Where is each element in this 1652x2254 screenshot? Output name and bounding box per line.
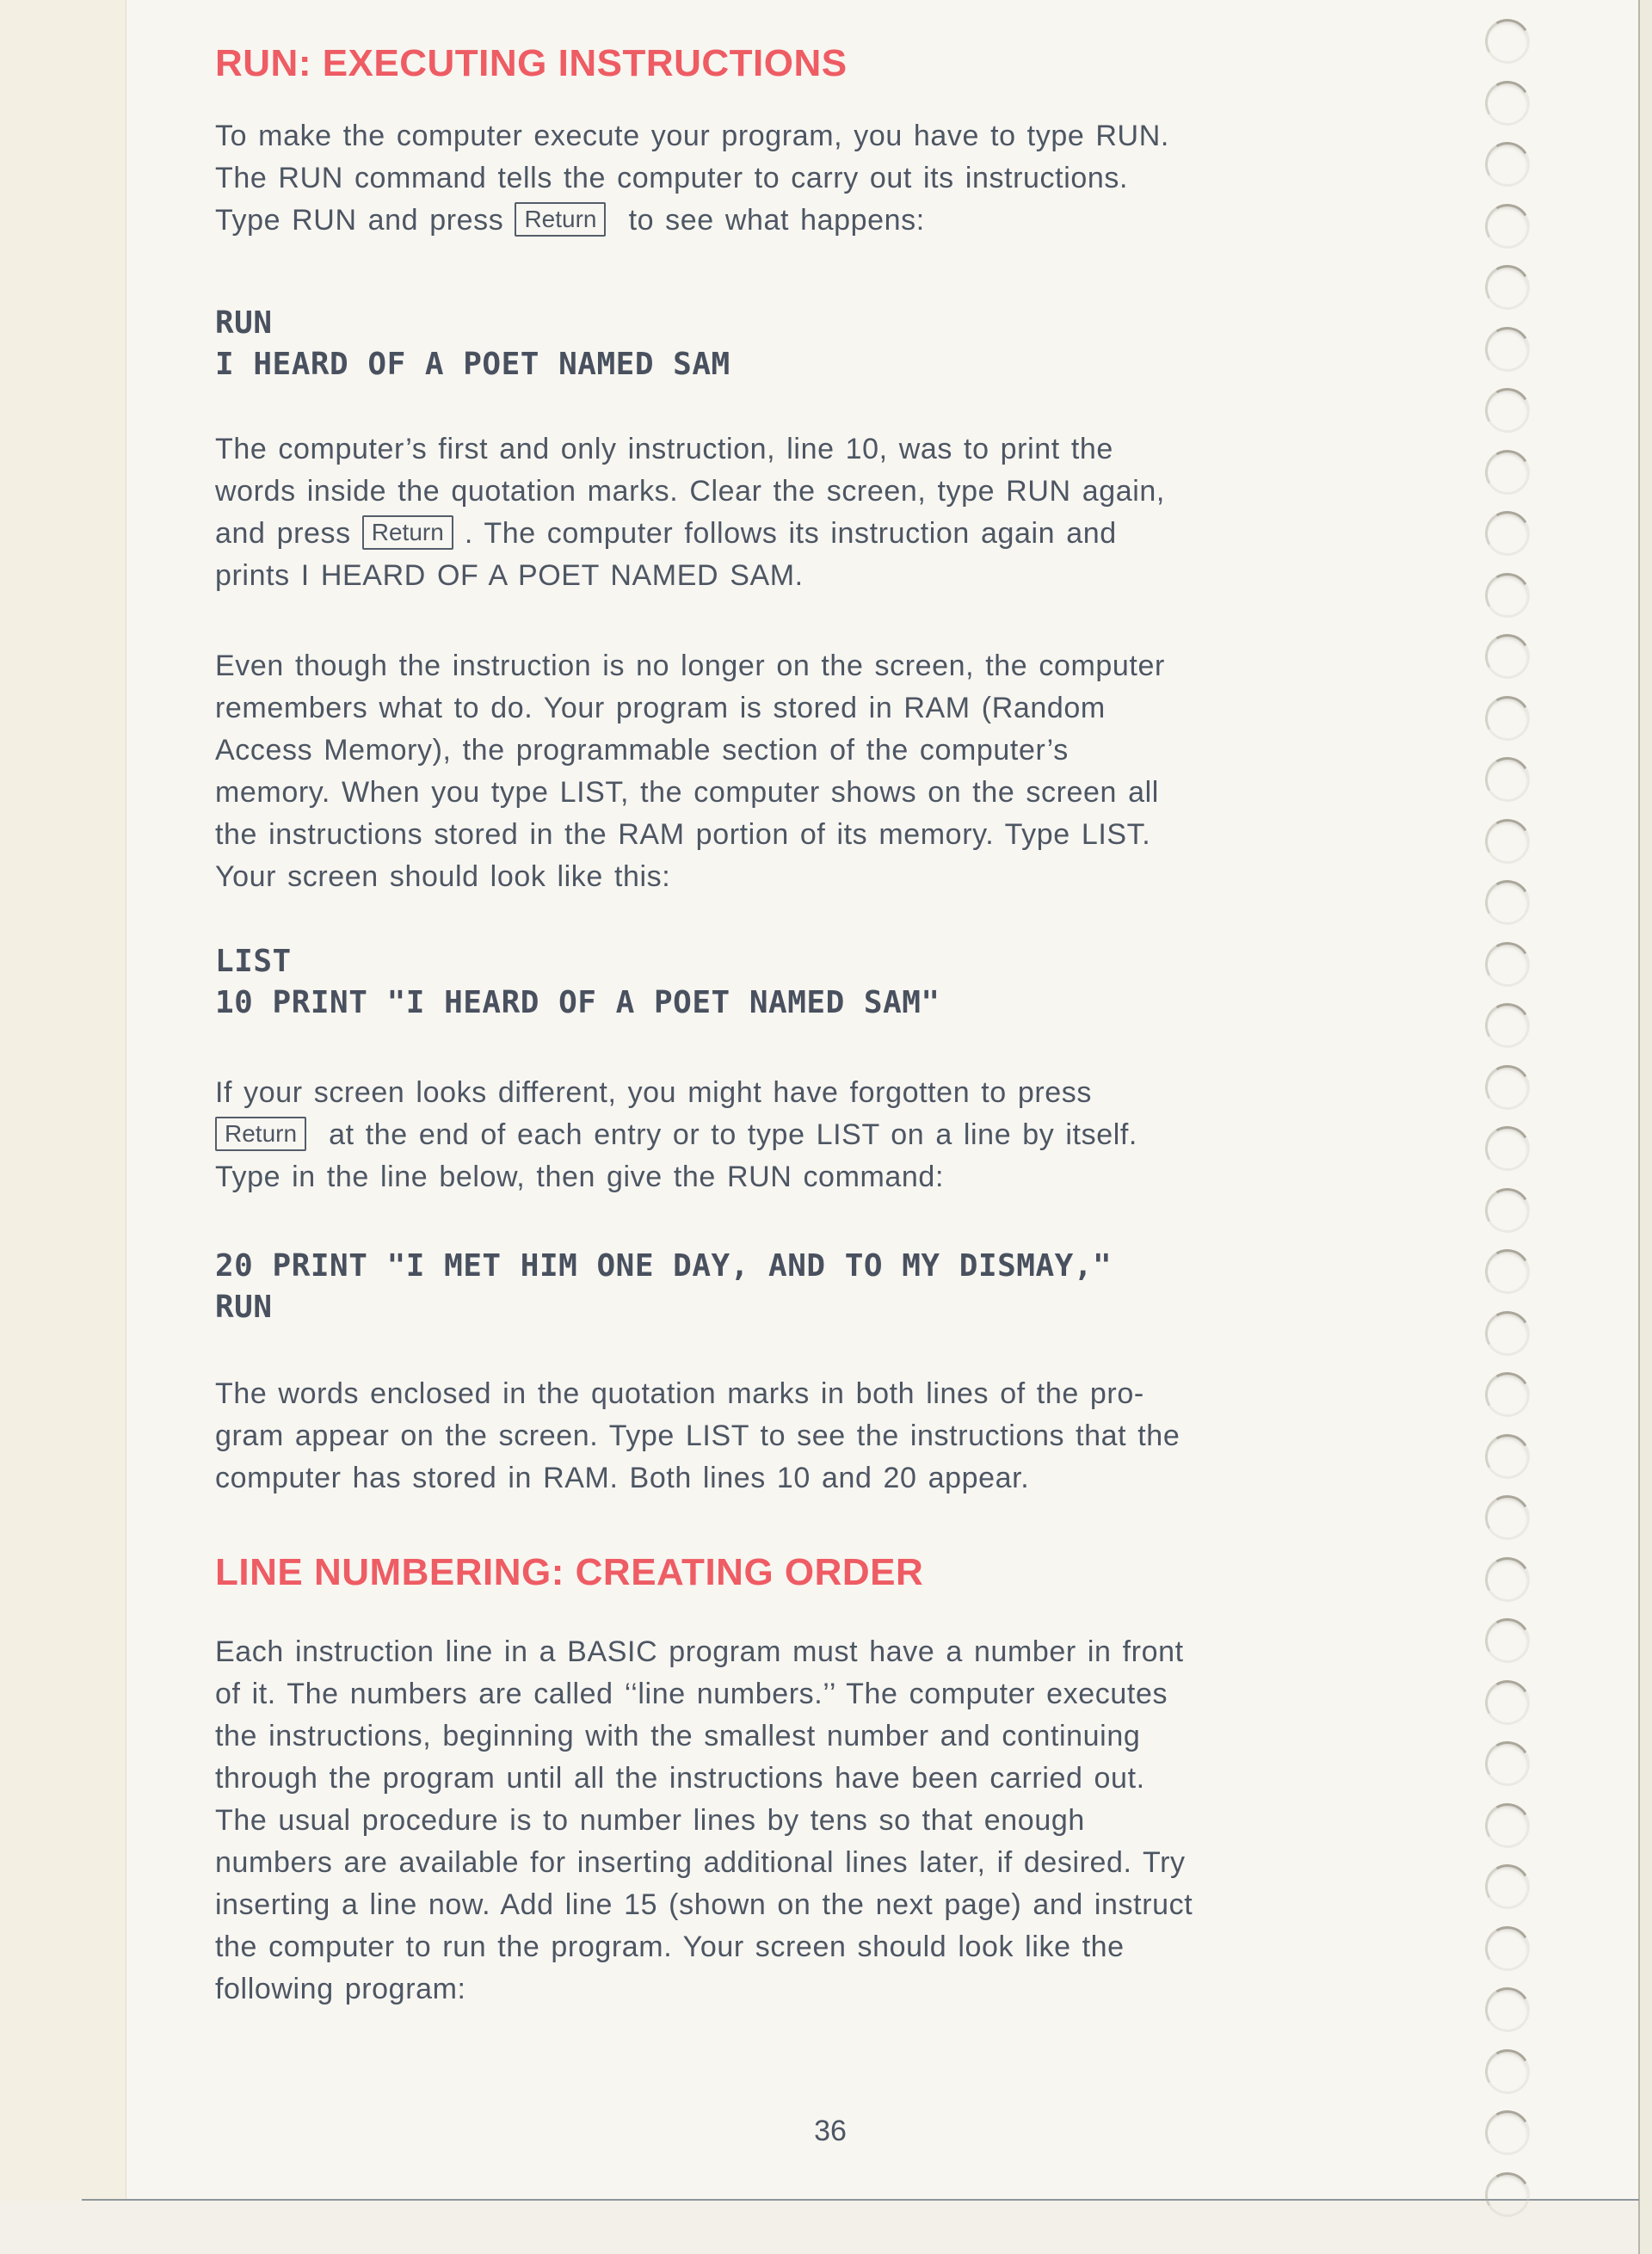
code-block-run-output: [215, 303, 730, 385]
text-line: inserting a line now. Add line 15 (shown on the next page) and instruct: [215, 1888, 1193, 1921]
text-line: the instructions stored in the RAM portion of its memory. Type LIST.: [215, 818, 1151, 851]
text-line: memory. When you type LIST, the computer shows on the screen all: [215, 776, 1159, 809]
code-block-list-output: [215, 941, 940, 1024]
text-line: Even though the instruction is no longer on the screen, the computer: [215, 650, 1165, 682]
text-line: If your screen looks different, you might have forgotten to press: [215, 1076, 1092, 1109]
text-line: and press Return . The computer follows its instruction again and: [215, 517, 1117, 550]
paragraph: [215, 1373, 1180, 1500]
text-line: The computer’s first and only instruction, line 10, was to print the: [215, 433, 1113, 465]
text-line: gram appear on the screen. Type LIST to see the instructions that the: [215, 1420, 1180, 1452]
text-line: the instructions, beginning with the smallest number and continuing: [215, 1720, 1141, 1752]
page-number: 36: [814, 2115, 847, 2147]
text-line: following program:: [215, 1973, 466, 2005]
text-line: 10 PRINT "I HEARD OF A POET NAMED SAM": [215, 985, 940, 1020]
text-line: Type RUN and press Return to see what happens:: [215, 204, 925, 237]
text-line: through the program until all the instructions have been carried out.: [215, 1762, 1145, 1795]
text-line: words inside the quotation marks. Clear the screen, type RUN again,: [215, 475, 1165, 508]
text-line: Type in the line below, then give the RUN command:: [215, 1161, 944, 1193]
return-key: Return: [362, 515, 453, 550]
text-line: The RUN command tells the computer to carry out its instructions.: [215, 162, 1129, 194]
text-line: RUN: [215, 1290, 273, 1325]
return-key: Return: [515, 202, 606, 237]
text-line: LIST: [215, 944, 292, 979]
paragraph: [215, 645, 1165, 898]
text-line: remembers what to do. Your program is stored in RAM (Random: [215, 692, 1106, 724]
paragraph: [215, 1631, 1193, 2011]
text-line: I HEARD OF A POET NAMED SAM: [215, 347, 730, 382]
text-line: To make the computer execute your program, you have to type RUN.: [215, 120, 1169, 152]
return-key: Return: [215, 1117, 306, 1151]
text-line: Return at the end of each entry or to type LIST on a line by itself.: [215, 1114, 1137, 1156]
section-heading-line-numbering: LINE NUMBERING: CREATING ORDER: [215, 1551, 924, 1593]
text-line: Each instruction line in a BASIC program must have a number in front: [215, 1635, 1184, 1668]
text-line: of it. The numbers are called ‘‘line numbers.’’ The computer executes: [215, 1678, 1168, 1710]
code-block-line-20: [215, 1246, 1112, 1328]
text-line: The usual procedure is to number lines by tens so that enough: [215, 1804, 1085, 1837]
text-line: 20 PRINT "I MET HIM ONE DAY, AND TO MY DISMAY,": [215, 1248, 1113, 1284]
paragraph: [215, 428, 1165, 597]
section-heading-run-executing-instructions: RUN: EXECUTING INSTRUCTIONS: [215, 42, 848, 84]
paragraph: [215, 115, 1169, 242]
text-line: prints I HEARD OF A POET NAMED SAM.: [215, 559, 804, 592]
text-line: numbers are available for inserting additional lines later, if desired. Try: [215, 1846, 1186, 1879]
text-line: Access Memory), the programmable section of the computer’s: [215, 734, 1069, 767]
text-line: Your screen should look like this:: [215, 860, 671, 893]
text-line: The words enclosed in the quotation marks in both lines of the pro-: [215, 1377, 1144, 1410]
paragraph: [215, 1072, 1137, 1198]
text-line: computer has stored in RAM. Both lines 10 and 20 appear.: [215, 1462, 1030, 1494]
text-line: RUN: [215, 305, 273, 341]
text-line: the computer to run the program. Your screen should look like the: [215, 1931, 1125, 1963]
